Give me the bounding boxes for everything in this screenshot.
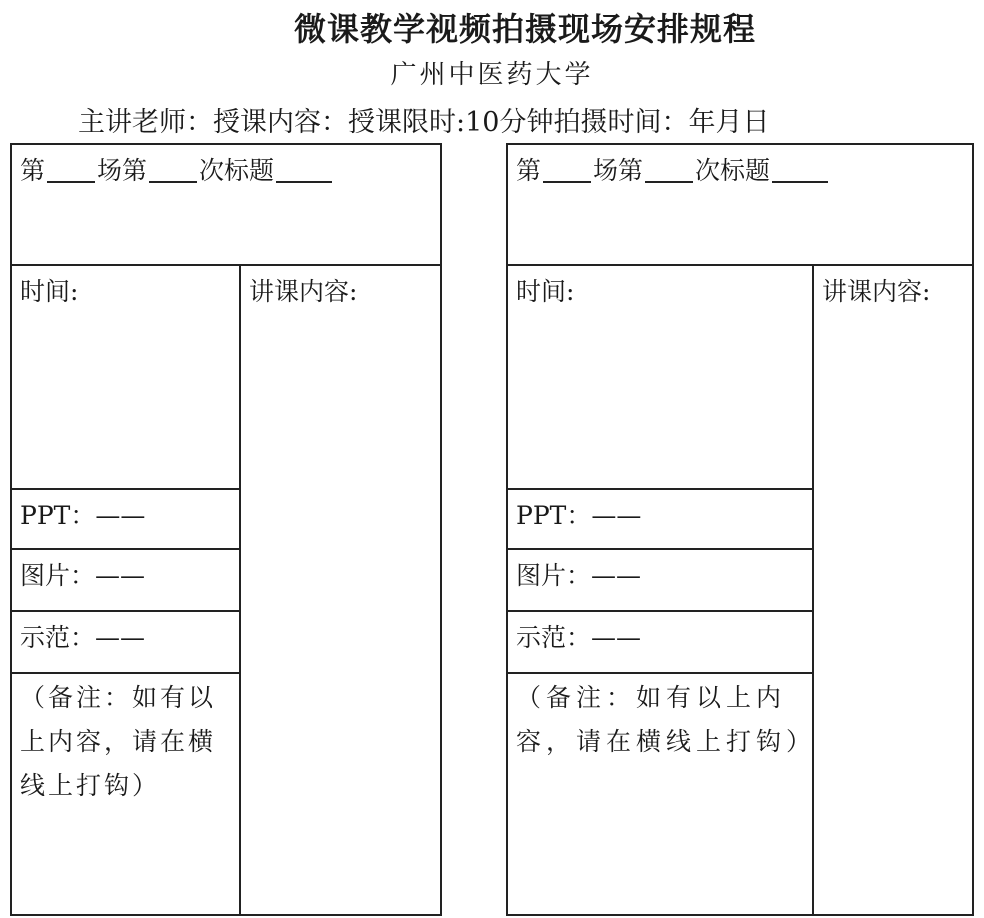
note-text: （备注：如有以上内容，请在横线上打钩）: [516, 683, 817, 756]
right-picture-cell: [506, 548, 814, 612]
session-blank: [543, 163, 591, 183]
right-ppt-cell: [506, 488, 814, 550]
right-demo-cell: [506, 610, 814, 674]
title-mid1: 场第: [593, 156, 644, 185]
content-label: 讲课内容:: [822, 277, 931, 306]
page-title: 微课教学视频拍摄现场安排规程: [293, 10, 756, 48]
left-content-cell: [239, 264, 442, 916]
title-blank: [276, 163, 332, 183]
content-label: 讲课内容:: [249, 277, 358, 306]
demo-label: 示范：——: [20, 623, 146, 652]
ppt-label: PPT：——: [20, 501, 146, 530]
right-note-cell: [506, 672, 817, 916]
title-blank: [772, 163, 828, 183]
left-ppt-cell: [10, 488, 241, 550]
lecture-info-line: 主讲老师：授课内容：授课限时:10分钟拍摄时间：年月日: [78, 107, 770, 138]
picture-label: 图片：——: [20, 561, 146, 590]
left-title-cell: [10, 143, 442, 266]
left-picture-cell: [10, 548, 241, 612]
count-blank: [149, 163, 197, 183]
ppt-label: PPT：——: [516, 501, 642, 530]
right-time-cell: [506, 264, 814, 490]
university-name: 广州中医药大学: [390, 60, 594, 90]
left-note-cell: [10, 672, 241, 916]
time-label: 时间:: [20, 277, 79, 306]
right-title-cell: [506, 143, 974, 266]
picture-label: 图片：——: [516, 561, 642, 590]
title-mid1: 场第: [97, 156, 148, 185]
title-prefix: 第: [20, 156, 46, 185]
title-prefix: 第: [516, 156, 542, 185]
demo-label: 示范：——: [516, 623, 642, 652]
schedule-grid: [10, 143, 974, 916]
session-blank: [47, 163, 95, 183]
title-mid2: 次标题: [199, 156, 275, 185]
title-mid2: 次标题: [695, 156, 771, 185]
left-demo-cell: [10, 610, 241, 674]
time-label: 时间:: [516, 277, 575, 306]
left-time-cell: [10, 264, 241, 490]
right-content-cell: [812, 264, 974, 916]
count-blank: [645, 163, 693, 183]
note-text: （备注：如有以上内容，请在横线上打钩）: [20, 683, 217, 800]
